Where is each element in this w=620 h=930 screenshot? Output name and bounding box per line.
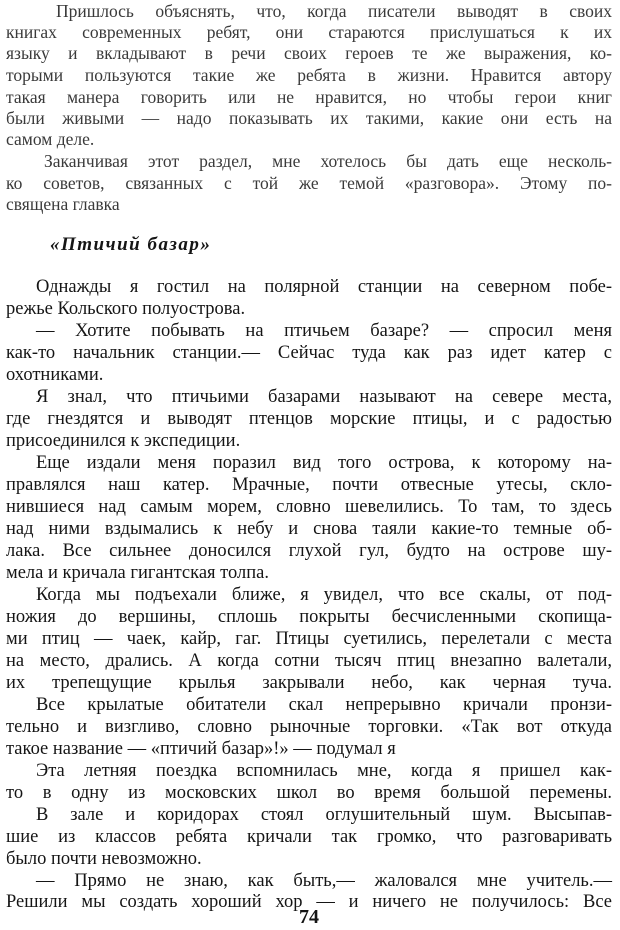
text-line: были живыми — надо показывать их такими, какие они есть на [6,108,612,128]
text-line: Когда мы подъехали ближе, я увидел, что все скалы, от под- [36,585,612,605]
text-line: ми птиц — чаек, кайр, гаг. Птицы суетились, перелетали с места [6,629,612,649]
text-line: — Прямо не знаю, как быть,— жаловался мне учитель.— [36,871,612,891]
text-line: мела и кричала гигантская толпа. [6,563,269,583]
text-line: языку и вкладывают в речи своих героев те же выражения, ко- [6,43,612,63]
text-line: самом деле. [6,129,95,149]
text-line: В зале и коридорах стоял оглушительный шум. Высыпав- [36,805,612,825]
text-line: над ними вздымались к небу и снова таяли какие-то темные об- [6,519,612,539]
text-line: такая манера говорить или не нравится, но чтобы герои книг [6,87,612,107]
text-line: правлялся наш катер. Мрачные, почти отвесные утесы, скло- [6,475,612,495]
text-line: лака. Все сильнее доносился глухой гул, будто на острове шу- [6,541,612,561]
text-line: Эта летняя поездка вспомнилась мне, когда я пришел как- [36,761,612,781]
text-line: их трепещущие крылья закрывали небо, как черная туча. [6,673,612,693]
text-line: присоединился к экспедиции. [6,431,241,451]
text-line: Я знал, что птичьими базарами называют на севере места, [36,387,612,407]
text-line: шие из классов ребята кричали так громко, что разговаривать [6,827,612,847]
text-line: ко советов, связанных с той же темой «разговора». Этому по- [6,173,612,193]
text-line: торыми пользуются такие же ребята в жизни. Нравится автору [6,65,612,85]
text-line: было почти невозможно. [6,849,202,869]
text-line: Решили мы создать хороший хор — и ничего не получилось: Все [6,892,612,912]
text-line: книгах современных ребят, они стараются прислушаться к их [6,22,612,42]
text-line: Все крылатые обитатели скал непрерывно кричали пронзи- [36,695,612,715]
text-line: режье Кольского полуострова. [6,299,246,319]
text-line: Пришлось объяснять, что, когда писатели выводят в своих [56,1,612,21]
text-line: как-то начальник станции.— Сейчас туда как раз идет катер с [6,343,612,363]
page-number: 74 [299,906,319,928]
text-line: тельно и визгливо, словно рыночные торговки. «Так вот откуда [6,717,612,737]
text-line: нившиеся над самым морем, словно шевелились. То там, то здесь [6,497,612,517]
text-line: — Хотите побывать на птичьем базаре? — спросил меня [36,321,612,341]
text-line: Однажды я гостил на полярной станции на северном побе- [36,277,612,297]
text-line: то в одну из московских школ во время большой перемены. [6,783,612,803]
text-line: священа главка [6,194,120,214]
book-page [6,0,612,930]
section-heading: «Птичий базар» [50,234,212,255]
text-line: Заканчивая этот раздел, мне хотелось бы дать еще несколь- [44,151,612,171]
text-line: на место, дрались. А когда сотни тысяч птиц внезапно валетали, [6,651,612,671]
text-line: Еще издали меня поразил вид того острова, к которому на- [36,453,612,473]
text-line: такое название — «птичий базар»!» — подумал я [6,739,396,759]
text-line: ножия до вершины, сплошь покрыты бесчисленными скопища- [6,607,612,627]
text-line: охотниками. [6,365,104,385]
text-line: где гнездятся и выводят птенцов морские птицы, и с радостью [6,409,612,429]
